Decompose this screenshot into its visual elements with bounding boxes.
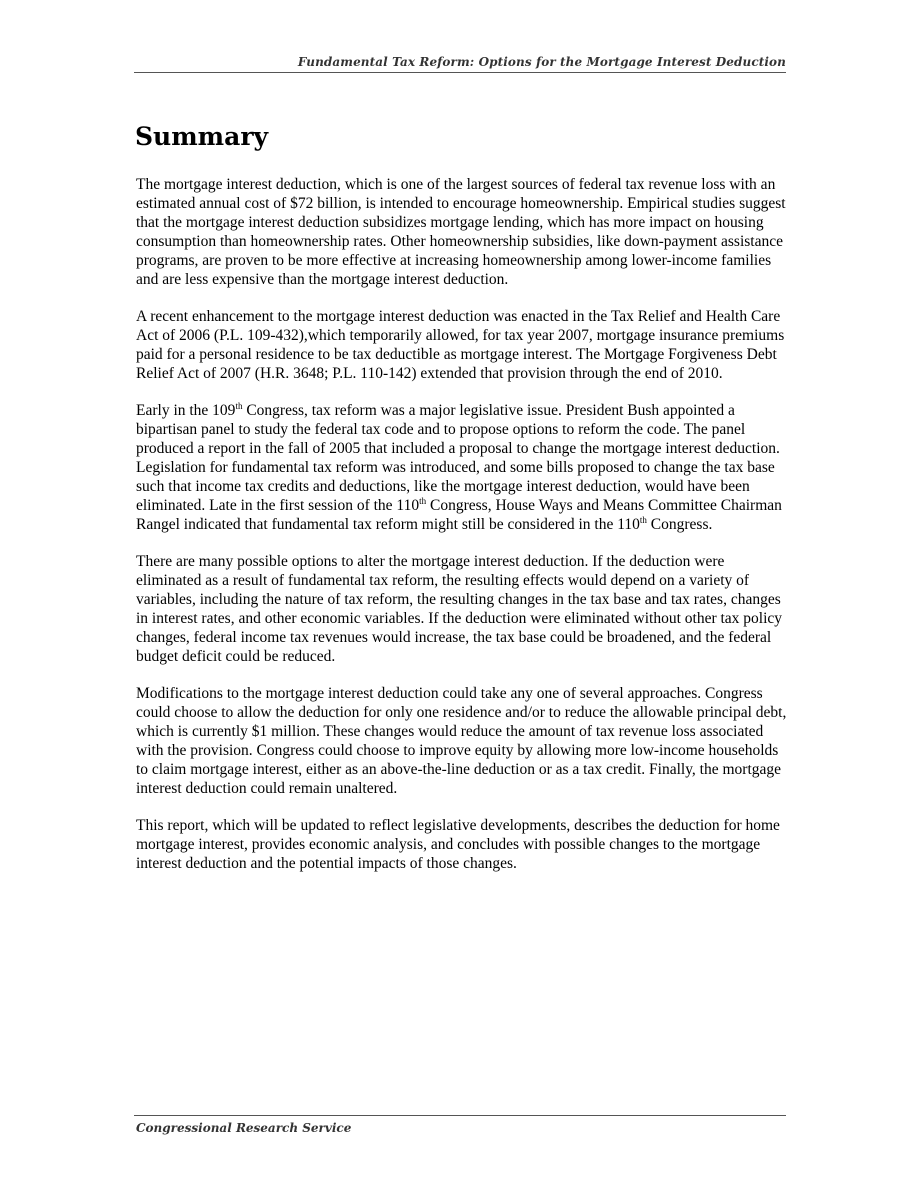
paragraph-2: A recent enhancement to the mortgage interest deduction was enacted in the Tax Relief and Health Care Act of 2006 (P.L. 109-432),which temporarily allowed, for tax year 2007, mortgage insurance premiums paid for a personal residence to be tax deductible as mortgage interest. The Mortgage Forgiveness Debt Relief Act of 2007 (H.R. 3648; P.L. 110-142) extended that provision through the end of 2010.	[136, 308, 785, 382]
paragraph-3-text-1: Early in the 109	[136, 402, 236, 419]
ordinal-superscript: th	[419, 496, 427, 506]
paragraph-3	[136, 401, 788, 534]
footer-label: Congressional Research Service	[136, 1121, 352, 1135]
paragraph-5: Modifications to the mortgage interest deduction could take any one of several approaches. Congress could choose to allow the deduction for only one residence and/or to reduce the allowable principal debt, which is currently $1 million. These changes would reduce the amount of tax revenue loss associated with the provision. Congress could choose to improve equity by allowing more low-income households to claim mortgage interest, either as an above-the-line deduction or as a tax credit. Finally, the mortgage interest deduction could remain unaltered.	[136, 685, 787, 797]
section-title: Summary	[135, 122, 269, 151]
paragraph-4: There are many possible options to alter the mortgage interest deduction. If the deduction were eliminated as a result of fundamental tax reform, the resulting effects would depend on a variety of variables, including the nature of tax reform, the resulting changes in the tax base and tax rates, changes in interest rates, and other economic variables. If the deduction were eliminated without other tax policy changes, federal income tax revenues would increase, the tax base could be broadened, and the federal budget deficit could be reduced.	[136, 553, 783, 665]
paragraph-3-text-2: Congress, tax reform was a major legislative issue. President Bush appointed a bipartisan panel to study the federal tax code and to propose options to reform the code. The panel produced a report in the fall of 2005 that included a proposal to change the mortgage interest deduction. Legislation for fundamental tax reform was introduced, and some bills proposed to change the tax base such that income tax credits and deductions, like the mortgage interest deduction, would have been eliminated. Late in the first session of the 110	[136, 402, 780, 514]
ordinal-superscript: th	[235, 401, 243, 411]
header-rule	[134, 72, 786, 73]
paragraph-1: The mortgage interest deduction, which is one of the largest sources of federal tax revenue loss with an estimated annual cost of $72 billion, is intended to encourage homeownership. Empirical studies suggest that the mortgage interest deduction subsidizes mortgage lending, which has more impact on housing consumption than homeownership rates. Other homeownership subsidies, like down-payment assistance programs, are proven to be more effective at increasing homeownership among lower-income families and are less expensive than the mortgage interest deduction.	[136, 176, 786, 288]
paragraph-3-text-3: Congress, House Ways and Means Committee Chairman Rangel indicated that fundamental tax reform might still be considered in the 110	[136, 497, 782, 533]
summary-body	[136, 175, 788, 891]
running-header: Fundamental Tax Reform: Options for the Mortgage Interest Deduction	[297, 55, 786, 69]
paragraph-6: This report, which will be updated to reflect legislative developments, describes the deduction for home mortgage interest, provides economic analysis, and concludes with possible changes to the mortgage interest deduction and the potential impacts of those changes.	[136, 817, 780, 872]
footer-rule	[134, 1115, 786, 1116]
ordinal-superscript: th	[639, 515, 647, 525]
paragraph-3-text-4: Congress.	[646, 516, 713, 533]
